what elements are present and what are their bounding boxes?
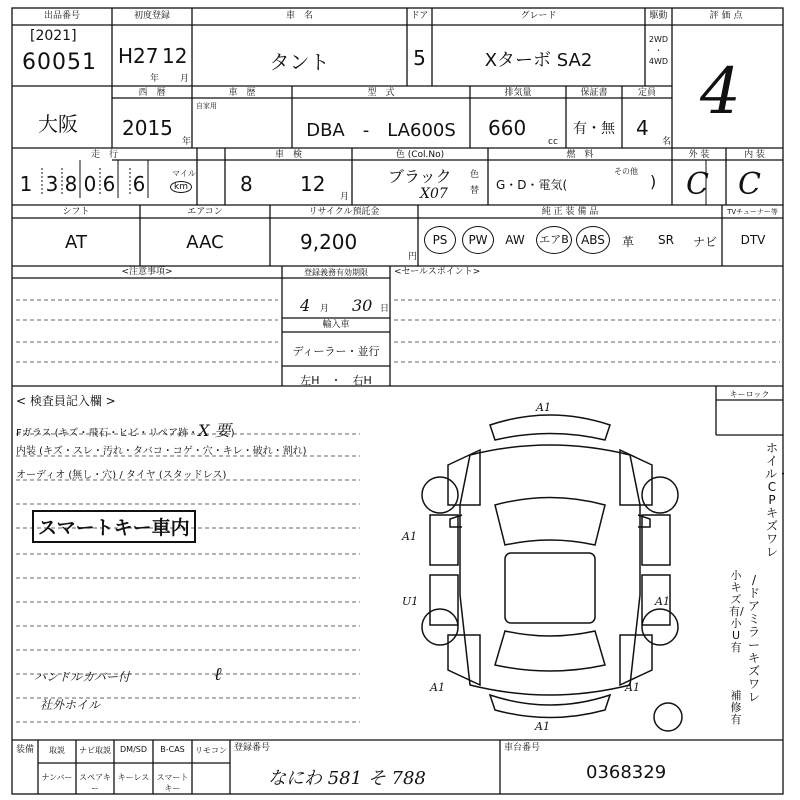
fuel: G・D・電気( <box>496 178 568 192</box>
ac-label: エアコン <box>187 207 223 217</box>
side-note-col4: 補修有 <box>730 689 742 726</box>
west-year-label: 西 暦 <box>138 88 166 98</box>
displacement-label: 排気量 <box>504 88 532 98</box>
left-front-fender-shape <box>448 450 480 505</box>
color-code: X07 <box>420 186 448 202</box>
damage-mark: A1 <box>402 530 417 543</box>
equip-abs: ABS <box>576 226 610 254</box>
inspector-title: < 検査員記入欄 > <box>16 394 116 408</box>
smart-key-note: スマートキー車内 <box>32 510 196 543</box>
recycle-label: リサイクル預託金 <box>308 207 380 217</box>
mileage-unit-km: km <box>170 181 192 193</box>
model-code: DBA - LA600S <box>306 120 456 141</box>
drive-label: 駆動 <box>649 11 668 21</box>
yen-unit: 円 <box>408 252 418 262</box>
color-side-b: 替 <box>470 186 480 196</box>
car-name: タント <box>269 50 330 74</box>
fuel-other: その他 <box>614 167 638 176</box>
key-lock-label: キーロック <box>729 390 770 399</box>
caution-label: <注意事項> <box>121 267 173 277</box>
drive-options <box>645 34 672 67</box>
chassis-number: 0368329 <box>586 762 667 783</box>
model-year: 2015 <box>122 116 173 140</box>
body-outline-shape <box>460 445 640 695</box>
capacity: 4 <box>636 116 649 140</box>
glass-text: Fガラス (キズ・飛石・ヒビ・リペア跡・ <box>16 428 199 439</box>
equip-pw: PW <box>462 226 494 254</box>
grade: Xターボ SA2 <box>484 50 593 71</box>
footer-item-navi-manual: ナビ取説 <box>79 746 111 755</box>
model-code-label: 型 式 <box>367 88 395 98</box>
mileage-digit: 3 <box>45 172 59 196</box>
mileage-digit: 1 <box>19 172 33 196</box>
capacity-unit: 名 <box>662 137 672 147</box>
spare-wheel-shape <box>654 703 682 731</box>
auction-year: [2021] <box>30 28 77 44</box>
inspector-glass <box>16 418 235 441</box>
wheel-rear-left-shape <box>422 609 458 645</box>
mileage-label: 走 行 <box>90 150 118 160</box>
registration-number: なにわ 581 そ 788 <box>268 768 426 789</box>
glass-close: ) <box>230 428 235 439</box>
mileage-digit: 6 <box>102 172 116 196</box>
wheel-front-right-shape <box>642 477 678 513</box>
side-note-col1: ホイル・CPキズワレ <box>765 441 790 559</box>
left-rear-fender-shape <box>448 635 480 685</box>
footer-item-spare-key: スペアキー <box>79 773 111 793</box>
shaken-year: 8 <box>240 172 253 196</box>
door-count: 5 <box>413 46 426 70</box>
reg-day-unit: 日 <box>380 304 390 314</box>
roof-shape <box>505 553 595 623</box>
lot-no-label: 出品番号 <box>43 11 80 21</box>
model-year-unit: 年 <box>182 137 192 147</box>
import-label: 輸入車 <box>322 320 350 330</box>
recycle-fee: 9,200 <box>300 230 358 254</box>
damage-mark: A1 <box>536 401 551 414</box>
front-bumper-shape <box>490 415 610 440</box>
equip-ps: PS <box>424 226 456 254</box>
mileage-unit-mile: マイル <box>172 169 196 178</box>
exterior-grade: C <box>686 167 709 202</box>
overall-rating: 4 <box>700 55 741 129</box>
rating-label: 評価点 <box>709 11 746 21</box>
footer-item-smart-key: スマートキー <box>156 773 189 793</box>
capacity-label: 定員 <box>637 88 656 98</box>
shaken-month-unit: 月 <box>340 192 350 202</box>
mileage-digit: 0 <box>83 172 97 196</box>
fuel-label: 燃 料 <box>566 150 594 160</box>
damage-mark: A1 <box>430 681 445 694</box>
equip-sunroof: SR <box>658 233 674 247</box>
year-unit: 年 <box>150 74 160 84</box>
chassis-label: 車台番号 <box>504 743 541 753</box>
wheel-rear-right-shape <box>642 609 678 645</box>
footer-item-manual: 取説 <box>49 746 65 755</box>
left-front-door-shape <box>430 515 458 565</box>
equip-navi: ナビ <box>692 235 717 249</box>
damage-mark: A1 <box>625 681 640 694</box>
shaken-month: 12 <box>300 172 326 196</box>
glass-mark: X 要 <box>198 421 231 440</box>
lot-number: 60051 <box>22 50 97 75</box>
equip-airbag: エアB <box>536 226 572 254</box>
rear-bumper-shape <box>490 695 610 718</box>
mileage-digit: 6 <box>132 172 146 196</box>
reg-no-label: 登録番号 <box>234 743 271 753</box>
first-reg-label: 初度登録 <box>133 11 170 21</box>
shift: AT <box>65 232 87 253</box>
right-rear-fender-shape <box>620 635 652 685</box>
drive-4wd: 4WD <box>648 57 669 66</box>
cc-unit: cc <box>548 137 558 147</box>
wheel-front-left-shape <box>422 477 458 513</box>
footer-item-number: ナンバー <box>41 773 73 782</box>
equip-dtv: DTV <box>740 233 766 247</box>
handle-cover-note: ハンドルカバー付 <box>34 670 131 684</box>
warranty-label: 保証書 <box>580 88 608 98</box>
displacement: 660 <box>488 116 527 140</box>
exterior-label: 外 装 <box>688 150 710 160</box>
right-front-door-shape <box>642 515 670 565</box>
damage-mark: U1 <box>402 595 419 608</box>
damage-mark: A1 <box>655 595 670 608</box>
rear-window-shape <box>495 631 605 671</box>
ac: AAC <box>186 232 224 253</box>
windshield-shape <box>495 498 605 546</box>
reg-expiry-day: 30 <box>352 296 373 315</box>
reg-month-unit: 月 <box>320 304 330 314</box>
color-label: 色 (Col.No) <box>395 150 445 160</box>
month-unit: 月 <box>180 74 190 84</box>
first-reg-era: H27 <box>118 44 159 68</box>
history-label: 車 歴 <box>228 88 256 98</box>
first-reg-month: 12 <box>162 44 188 68</box>
equipment-label: 純 正 装 備 品 <box>541 207 599 217</box>
footer-equip-label: 装備 <box>15 745 34 755</box>
import-type: ディーラー・並行 <box>292 345 380 358</box>
warranty: 有・無 <box>573 121 615 137</box>
mileage-digit: 8 <box>64 172 78 196</box>
right-front-fender-shape <box>620 450 652 505</box>
left-rear-door-shape <box>430 575 458 625</box>
equip-leather: 革 <box>621 235 634 249</box>
inspector-audio: オーディオ (無し・穴) / タイヤ (スタッドレス) <box>16 470 227 481</box>
shift-label: シフト <box>62 207 90 217</box>
reg-expiry-label: 登録義務有効期限 <box>304 268 368 277</box>
door-label: ドア <box>410 11 429 21</box>
side-note-col3: 小キズ有/小U有 <box>729 569 744 654</box>
car-name-label: 車 名 <box>285 11 313 21</box>
tv-tuner-label: TVチューナー等 <box>727 208 778 216</box>
color-side-a: 色 <box>470 170 480 180</box>
memo-mark: ℓ <box>214 664 222 685</box>
footer-item-dm-sd: DM/SD <box>120 745 147 754</box>
grade-label: グレード <box>520 11 557 21</box>
drive-2wd: 2WD <box>648 35 669 44</box>
inspector-interior: 内装 (キズ・スレ・汚れ・タバコ・コゲ・穴・キレ・破れ・割れ) <box>16 446 307 457</box>
footer-item-remote: リモコン <box>195 746 227 755</box>
fuel-close: ) <box>650 172 657 191</box>
region: 大阪 <box>38 112 78 136</box>
footer-item-keyless: キーレス <box>117 773 150 782</box>
reg-expiry-month: 4 <box>300 296 311 315</box>
steering-side: 左H ・ 右H <box>300 374 372 387</box>
interior-label: 内 装 <box>744 150 765 160</box>
interior-grade: C <box>738 167 761 202</box>
history-note: 自家用 <box>196 102 217 110</box>
color-name: ブラック <box>388 167 452 186</box>
damage-mark: A1 <box>535 720 550 733</box>
drive-separator: ・ <box>654 46 663 55</box>
equip-aw: AW <box>505 233 525 247</box>
shaken-label: 車 検 <box>274 150 302 160</box>
sales-point-label: <セールスポイント> <box>394 267 481 277</box>
aftermarket-wheel-note: 社外ホイル <box>40 698 101 712</box>
car-damage-diagram <box>400 395 700 735</box>
side-note-col2: /ドアミラーキズワレ <box>747 573 760 704</box>
footer-item-bcas: B-CAS <box>160 745 185 754</box>
